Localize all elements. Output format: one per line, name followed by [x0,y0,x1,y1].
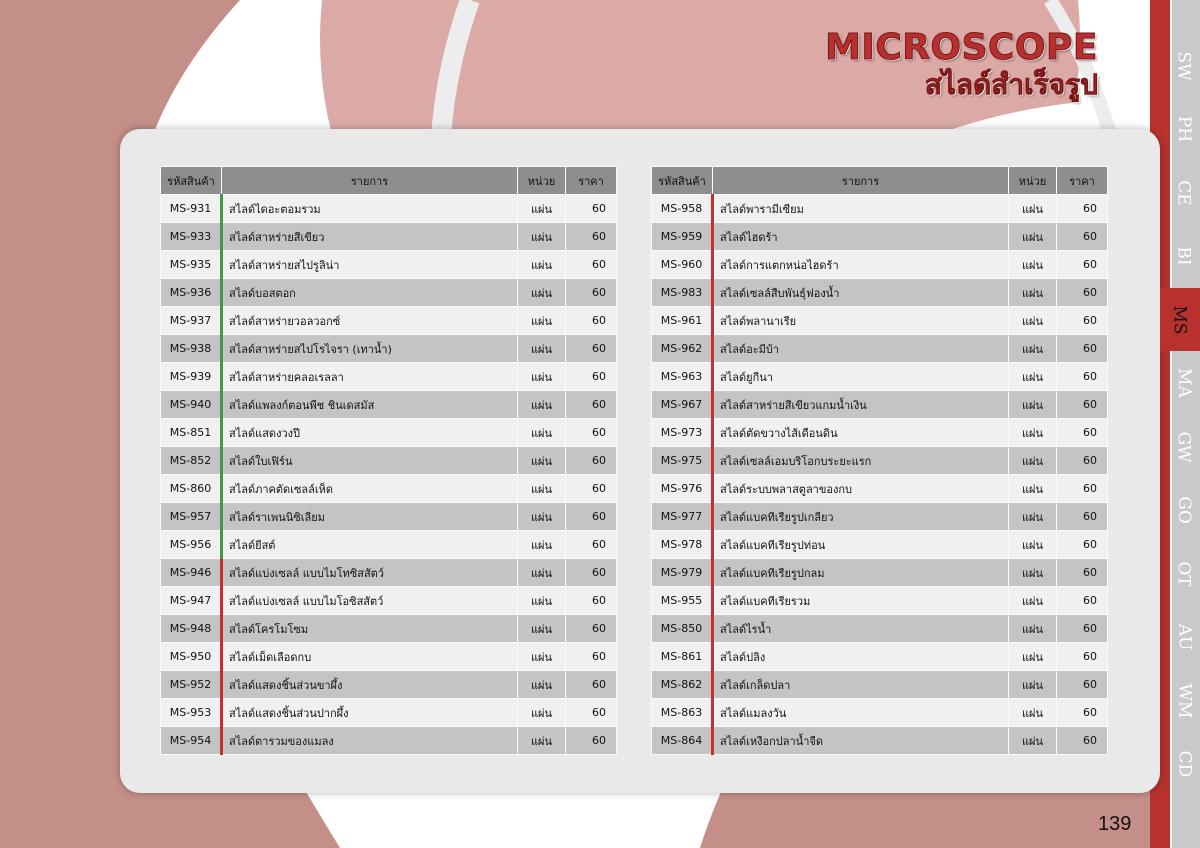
product-price: 60 [1057,447,1108,475]
product-price: 60 [1057,531,1108,559]
section-tab-ce[interactable] [1168,161,1200,224]
section-tab-label: MS [1170,304,1190,335]
section-tab-ot[interactable] [1168,542,1200,605]
product-unit: แผ่น [1009,615,1057,643]
product-name: สไลด์แสดงวงปี [222,419,518,447]
table-row [161,307,617,335]
product-name: สไลด์สาหร่ายสไปโรไจรา (เทานํ้า) [222,335,518,363]
product-unit: แผ่น [518,559,566,587]
product-code: MS-956 [161,531,222,559]
product-code: MS-863 [652,699,713,727]
product-name: สไลด์พลานาเรีย [713,307,1009,335]
product-price: 60 [566,279,617,307]
product-unit: แผ่น [1009,363,1057,391]
product-unit: แผ่น [518,195,566,223]
product-code: MS-933 [161,223,222,251]
product-code: MS-860 [161,475,222,503]
product-name: สไลด์การแตกหน่อไฮดร้า [713,251,1009,279]
product-code: MS-957 [161,503,222,531]
product-name: สไลด์ยีสต์ [222,531,518,559]
product-code: MS-967 [652,391,713,419]
product-name: สไลด์เม็ดเลือดกบ [222,643,518,671]
product-unit: แผ่น [1009,391,1057,419]
table-row [652,643,1108,671]
page-title: MICROSCOPE [825,27,1098,68]
page-number: 139 [1098,813,1132,835]
product-price: 60 [1057,223,1108,251]
content-panel [120,129,1160,793]
product-name: สไลด์ไดอะตอมรวม [222,195,518,223]
product-unit: แผ่น [1009,671,1057,699]
product-name: สไลด์แสดงชิ้นส่วนขาผึ้ง [222,671,518,699]
product-unit: แผ่น [1009,531,1057,559]
product-unit: แผ่น [1009,251,1057,279]
product-name: สไลด์แบคทีเรียรูปเกลียว [713,503,1009,531]
table-row [652,223,1108,251]
product-price: 60 [566,335,617,363]
product-name: สไลด์แบคทีเรียรวม [713,587,1009,615]
table-row [652,391,1108,419]
product-name: สไลด์แสดงชิ้นส่วนปากผึ้ง [222,699,518,727]
section-tab-label: SW [1174,50,1194,81]
section-tab-label: WM [1174,683,1195,718]
product-price: 60 [566,587,617,615]
column-header-name: รายการ [713,167,1009,195]
product-name: สไลด์สาหร่ายคลอเรลลา [222,363,518,391]
product-unit: แผ่น [1009,419,1057,447]
table-row [161,279,617,307]
product-code: MS-958 [652,195,713,223]
product-price: 60 [566,531,617,559]
product-price: 60 [566,391,617,419]
product-price: 60 [1057,419,1108,447]
product-name: สไลด์ระบบพลาสตูลาของกบ [713,475,1009,503]
section-tab-label: CD [1173,750,1194,778]
column-header-unit: หน่วย [518,167,566,195]
product-code: MS-931 [161,195,222,223]
table-row [652,419,1108,447]
column-header-price: ราคา [1057,167,1108,195]
product-code: MS-953 [161,699,222,727]
product-code: MS-973 [652,419,713,447]
product-name: สไลด์เซลล์เอมบริโอกบระยะแรก [713,447,1009,475]
product-price: 60 [1057,391,1108,419]
product-code: MS-962 [652,335,713,363]
product-name: สไลด์สาหร่ายสีเขียวแกมน้ำเงิน [713,391,1009,419]
product-name: สไลด์แพลงก์ตอนพืช ชินเดสมัส [222,391,518,419]
table-row [652,251,1108,279]
product-unit: แผ่น [1009,475,1057,503]
table-row [652,279,1108,307]
section-tab-ph[interactable] [1168,98,1200,161]
section-tab-label: GO [1174,496,1194,524]
product-name: สไลด์เหงือกปลาน้ำจืด [713,727,1009,755]
section-tab-label: OT [1174,560,1194,587]
product-unit: แผ่น [1009,559,1057,587]
product-unit: แผ่น [518,279,566,307]
table-row [161,223,617,251]
product-unit: แผ่น [518,587,566,615]
product-unit: แผ่น [1009,643,1057,671]
page-header [825,28,1098,102]
product-code: MS-864 [652,727,713,755]
table-row [652,615,1108,643]
table-row [652,363,1108,391]
section-tab-gw[interactable] [1168,415,1200,478]
product-unit: แผ่น [518,307,566,335]
product-unit: แผ่น [518,363,566,391]
product-price: 60 [1057,279,1108,307]
product-name: สไลด์แมลงวัน [713,699,1009,727]
product-code: MS-959 [652,223,713,251]
table-row [652,475,1108,503]
product-price: 60 [1057,363,1108,391]
product-code: MS-862 [652,671,713,699]
product-code: MS-952 [161,671,222,699]
column-header-code: รหัสสินค้า [161,167,222,195]
product-price: 60 [1057,615,1108,643]
table-row [161,643,617,671]
section-tab-bi[interactable] [1168,225,1200,288]
product-unit: แผ่น [518,615,566,643]
table-row [652,503,1108,531]
table-row [652,587,1108,615]
column-header-unit: หน่วย [1009,167,1057,195]
section-tab-label: GW [1174,430,1194,463]
product-price: 60 [566,223,617,251]
product-price: 60 [566,503,617,531]
product-price: 60 [566,195,617,223]
table-row [652,699,1108,727]
product-name: สไลด์ตัดขวางไส้เดือนดิน [713,419,1009,447]
table-row [652,307,1108,335]
product-code: MS-978 [652,531,713,559]
table-row [161,195,617,223]
table-row [161,699,617,727]
product-unit: แผ่น [518,727,566,755]
table-row [161,475,617,503]
product-price: 60 [1057,503,1108,531]
product-code: MS-954 [161,727,222,755]
product-unit: แผ่น [518,391,566,419]
product-code: MS-983 [652,279,713,307]
product-unit: แผ่น [1009,307,1057,335]
product-code: MS-935 [161,251,222,279]
product-price: 60 [566,699,617,727]
product-table-left [160,166,617,755]
product-price: 60 [566,727,617,755]
table-row [652,335,1108,363]
product-price: 60 [1057,195,1108,223]
table-row [161,531,617,559]
product-unit: แผ่น [518,475,566,503]
section-tab-cd[interactable] [1168,733,1200,796]
product-name: สไลด์สาหร่ายสไปรูลิน่า [222,251,518,279]
product-unit: แผ่น [518,699,566,727]
product-unit: แผ่น [1009,699,1057,727]
product-price: 60 [1057,587,1108,615]
product-code: MS-850 [652,615,713,643]
product-name: สไลด์อะมีบ้า [713,335,1009,363]
product-name: สไลด์ราเพนนิซิเลียม [222,503,518,531]
product-price: 60 [566,419,617,447]
product-name: สไลด์พารามีเซียม [713,195,1009,223]
product-unit: แผ่น [518,419,566,447]
product-name: สไลด์แบคทีเรียรูปท่อน [713,531,1009,559]
product-code: MS-947 [161,587,222,615]
product-name: สไลด์สาหร่ายสีเขียว [222,223,518,251]
product-price: 60 [1057,699,1108,727]
product-code: MS-950 [161,643,222,671]
product-code: MS-961 [652,307,713,335]
table-row [161,447,617,475]
product-code: MS-977 [652,503,713,531]
product-unit: แผ่น [1009,587,1057,615]
product-code: MS-861 [652,643,713,671]
product-name: สไลด์โครโมโซม [222,615,518,643]
product-code: MS-852 [161,447,222,475]
product-name: สไลด์แบคทีเรียรูปกลม [713,559,1009,587]
product-price: 60 [566,475,617,503]
product-unit: แผ่น [518,531,566,559]
product-unit: แผ่น [1009,279,1057,307]
table-row [652,671,1108,699]
table-row [161,671,617,699]
table-row [161,251,617,279]
product-table-right [651,166,1108,755]
product-price: 60 [1057,251,1108,279]
product-code: MS-955 [652,587,713,615]
section-tab-label: CE [1173,179,1194,206]
table-row [161,615,617,643]
column-header-name: รายการ [222,167,518,195]
product-unit: แผ่น [518,251,566,279]
product-code: MS-946 [161,559,222,587]
product-name: สไลด์แบ่งเซลล์ แบบไมโทซิสสัตว์ [222,559,518,587]
product-name: สไลด์บอสตอก [222,279,518,307]
table-row [161,559,617,587]
page-subtitle: สไลด์สำเร็จรูป [924,68,1098,101]
product-price: 60 [1057,671,1108,699]
section-tab-au[interactable] [1168,606,1200,669]
product-unit: แผ่น [1009,727,1057,755]
product-name: สไลด์เซลล์สืบพันธุ์ฟองน้ำ [713,279,1009,307]
product-price: 60 [566,615,617,643]
product-name: สไลด์ภาคตัดเซลล์เห็ด [222,475,518,503]
column-header-price: ราคา [566,167,617,195]
section-tab-wm[interactable] [1168,669,1200,732]
product-code: MS-975 [652,447,713,475]
product-price: 60 [1057,643,1108,671]
section-tab-ma[interactable] [1168,352,1200,415]
product-unit: แผ่น [518,335,566,363]
product-name: สไลด์แบ่งเซลล์ แบบไมโอซิสสัตว์ [222,587,518,615]
product-code: MS-976 [652,475,713,503]
product-code: MS-937 [161,307,222,335]
product-name: สไลด์ไฮดร้า [713,223,1009,251]
product-code: MS-963 [652,363,713,391]
section-tab-ms[interactable] [1160,288,1200,351]
product-unit: แผ่น [1009,447,1057,475]
product-price: 60 [566,307,617,335]
product-unit: แผ่น [518,643,566,671]
product-name: สไลด์ปลิง [713,643,1009,671]
table-row [161,391,617,419]
product-unit: แผ่น [1009,195,1057,223]
product-code: MS-948 [161,615,222,643]
product-price: 60 [1057,335,1108,363]
product-unit: แผ่น [518,503,566,531]
section-tab-label: PH [1173,115,1194,143]
product-code: MS-940 [161,391,222,419]
product-unit: แผ่น [518,447,566,475]
section-tab-label: MA [1174,368,1194,398]
product-name: สไลด์ใบเฟิร์น [222,447,518,475]
table-header-row [652,167,1108,195]
table-row [652,447,1108,475]
table-row [652,531,1108,559]
product-price: 60 [566,363,617,391]
table-row [161,503,617,531]
product-code: MS-938 [161,335,222,363]
product-unit: แผ่น [1009,335,1057,363]
product-price: 60 [566,643,617,671]
product-unit: แผ่น [1009,223,1057,251]
product-code: MS-960 [652,251,713,279]
table-row [161,363,617,391]
product-code: MS-936 [161,279,222,307]
product-unit: แผ่น [1009,503,1057,531]
section-tab-sw[interactable] [1168,34,1200,97]
column-header-code: รหัสสินค้า [652,167,713,195]
product-price: 60 [1057,727,1108,755]
product-name: สไลด์เกล็ดปลา [713,671,1009,699]
product-price: 60 [566,447,617,475]
product-price: 60 [566,251,617,279]
product-code: MS-979 [652,559,713,587]
product-name: สไลด์ไรน้ำ [713,615,1009,643]
table-row [652,727,1108,755]
table-row [652,559,1108,587]
product-name: สไลด์ตารวมของแมลง [222,727,518,755]
product-unit: แผ่น [518,223,566,251]
product-code: MS-939 [161,363,222,391]
product-price: 60 [566,559,617,587]
product-price: 60 [1057,475,1108,503]
table-row [161,727,617,755]
product-name: สไลด์สาหร่ายวอลวอกซ์ [222,307,518,335]
table-row [161,335,617,363]
section-tab-label: AU [1173,623,1194,651]
product-name: สไลด์ยูกีนา [713,363,1009,391]
product-unit: แผ่น [518,671,566,699]
product-price: 60 [1057,307,1108,335]
section-tabs [1160,0,1200,848]
table-row [161,587,617,615]
product-code: MS-851 [161,419,222,447]
product-price: 60 [1057,559,1108,587]
product-price: 60 [566,671,617,699]
table-header-row [161,167,617,195]
section-tab-label: BI [1174,246,1194,266]
section-tab-go[interactable] [1168,479,1200,542]
table-row [161,419,617,447]
table-row [652,195,1108,223]
